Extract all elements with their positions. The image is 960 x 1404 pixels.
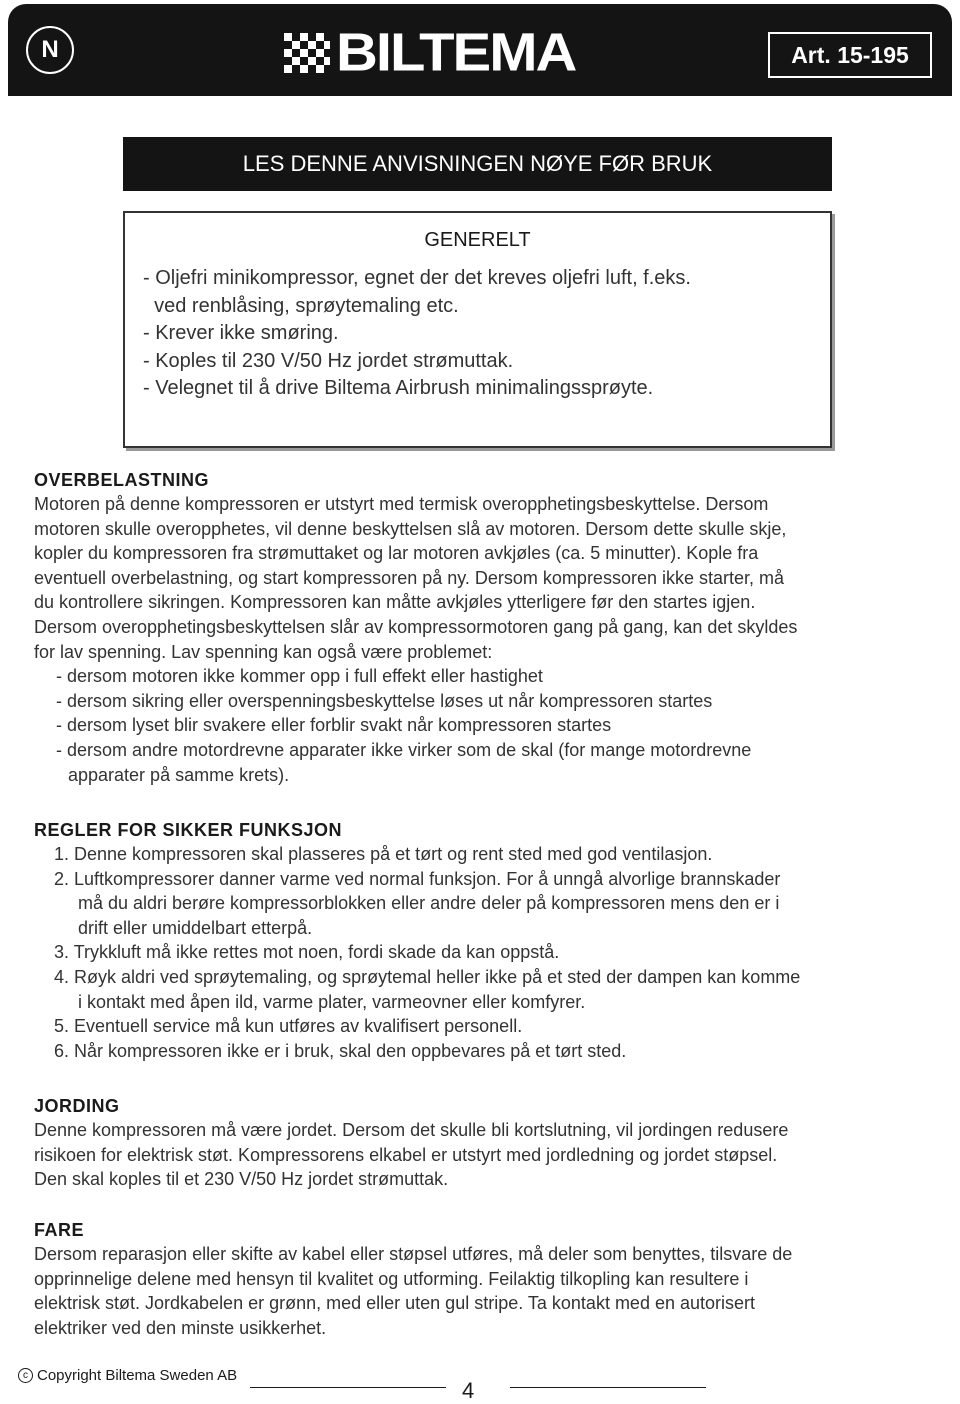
general-line: - Koples til 230 V/50 Hz jordet strømuttak. xyxy=(143,349,514,372)
text-line: Dersom overopphetingsbeskyttelsen slår av kompressormotoren gang på gang, kan det skyldes xyxy=(34,616,798,637)
copyright xyxy=(18,1367,237,1384)
copyright-icon: c xyxy=(18,1368,33,1383)
general-line: ved renblåsing, sprøytemaling etc. xyxy=(143,294,459,317)
safety-list xyxy=(34,842,914,1063)
text-line: Denne kompressoren må være jordet. Dersom det skulle bli kortslutning, vil jordingen redusere xyxy=(34,1120,789,1140)
safety-item: 2. Luftkompressorer danner varme ved normal funksjon. For å unngå alvorlige brannskader xyxy=(54,868,781,889)
safety-item: 6. Når kompressoren ikke er i bruk, skal den oppbevares på et tørt sted. xyxy=(54,1040,627,1061)
logo-wordmark: BILTEMA xyxy=(336,22,576,83)
bullet-item: - dersom lyset blir svakere eller forblir svakt når kompressoren startes xyxy=(56,715,612,736)
overload-section xyxy=(34,470,914,787)
danger-title: FARE xyxy=(34,1220,85,1240)
warning-banner: LES DENNE ANVISNINGEN NØYE FØR BRUK xyxy=(123,137,832,191)
bullet-item: - dersom sikring eller overspenningsbeskyttelse løses ut når kompressoren startes xyxy=(56,690,713,711)
overload-text xyxy=(34,492,914,787)
text-line: eventuell overbelastning, og start kompressoren på ny. Dersom kompressoren ikke starter, må xyxy=(34,567,785,588)
text-line: Motoren på denne kompressoren er utstyrt med termisk overopphetingsbeskyttelse. Dersom xyxy=(34,494,769,514)
footer-divider-right xyxy=(510,1387,706,1388)
text-line: kopler du kompressoren fra strømuttaket og lar motoren avkjøles (ca. 5 minutter). Kople fra xyxy=(34,543,759,564)
text-line: du kontrollere sikringen. Kompressoren kan måtte avkjøles ytterligere før den startes igjen. xyxy=(34,592,756,613)
page-number: 4 xyxy=(462,1378,475,1403)
copyright-text: Copyright Biltema Sweden AB xyxy=(37,1367,238,1384)
biltema-logo xyxy=(284,22,576,83)
text-line: for lav spenning. Lav spenning kan også være problemet: xyxy=(34,641,493,662)
grounding-text xyxy=(34,1118,914,1192)
general-list xyxy=(143,265,691,403)
text-line: Dersom reparasjon eller skifte av kabel eller støpsel utføres, må deler som benyttes, tilsvare de xyxy=(34,1244,793,1264)
text-line: elektrisk støt. Jordkabelen er grønn, med eller uten gul stripe. Ta kontakt med en autorisert xyxy=(34,1293,756,1314)
general-title: GENERELT xyxy=(424,229,531,251)
danger-section xyxy=(34,1220,914,1340)
general-line: - Velegnet til å drive Biltema Airbrush minimalingssprøyte. xyxy=(143,377,654,399)
text-line: opprinnelige delene med hensyn til kvalitet og utforming. Feilaktig tilkopling kan resultere i xyxy=(34,1268,749,1289)
danger-text xyxy=(34,1242,914,1340)
text-line: Den skal koples til et 230 V/50 Hz jordet strømuttak. xyxy=(34,1169,449,1190)
text-line: elektriker ved den minste usikkerhet. xyxy=(34,1317,327,1338)
safety-title: REGLER FOR SIKKER FUNKSJON xyxy=(34,820,343,840)
general-line: - Krever ikke smøring. xyxy=(143,322,339,344)
article-number: Art. 15-195 xyxy=(768,32,932,78)
grounding-title: JORDING xyxy=(34,1096,120,1116)
safety-item: 4. Røyk aldri ved sprøytemaling, og sprøytemal heller ikke på et sted der dampen kan komme xyxy=(54,966,801,987)
header-bar xyxy=(8,4,952,96)
safety-item: 1. Denne kompressoren skal plasseres på et tørt og rent sted med god ventilasjon. xyxy=(54,844,713,864)
safety-item-continuation: drift eller umiddelbart etterpå. xyxy=(78,917,313,938)
text-line: motoren skulle overopphetes, vil denne beskyttelsen slå av motoren. Dersom dette skulle skje, xyxy=(34,518,787,539)
safety-item: 3. Trykkluft må ikke rettes mot noen, fordi skade da kan oppstå. xyxy=(54,942,560,963)
safety-item: 5. Eventuell service må kun utføres av kvalifisert personell. xyxy=(54,1016,523,1037)
text-line: risikoen for elektrisk støt. Kompressorens elkabel er utstyrt med jordledning og jordet støpsel. xyxy=(34,1144,778,1165)
footer-divider-left xyxy=(250,1387,446,1388)
general-box xyxy=(123,211,832,448)
safety-section xyxy=(34,820,914,1063)
overload-title: OVERBELASTNING xyxy=(34,470,210,490)
safety-item-continuation: i kontakt med åpen ild, varme plater, varmeovner eller komfyrer. xyxy=(78,991,586,1012)
bullet-item: - dersom andre motordrevne apparater ikke virker som de skal (for mange motordrevne xyxy=(56,739,752,760)
language-badge: N xyxy=(26,26,74,74)
general-line: - Oljefri minikompressor, egnet der det kreves oljefri luft, f.eks. xyxy=(143,267,691,289)
checkered-flag-icon xyxy=(284,33,330,73)
bullet-continuation: apparater på samme krets). xyxy=(68,764,290,785)
grounding-section xyxy=(34,1096,914,1192)
safety-item-continuation: må du aldri berøre kompressorblokken eller andre deler på kompressoren mens den er i xyxy=(78,893,780,914)
bullet-item: - dersom motoren ikke kommer opp i full effekt eller hastighet xyxy=(56,666,543,687)
